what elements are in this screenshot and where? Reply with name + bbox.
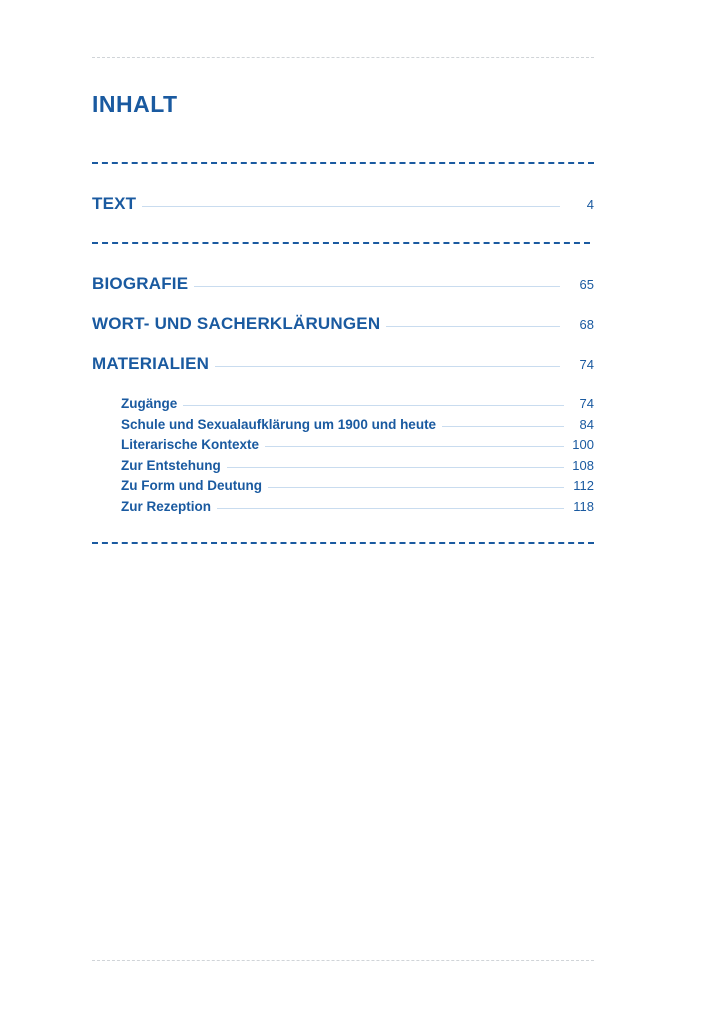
toc-subentry-label: Schule und Sexualaufklärung um 1900 und heute <box>121 417 437 432</box>
toc-entry-materialien[interactable] <box>92 354 594 374</box>
toc-subentry-label: Zur Entstehung <box>121 458 221 473</box>
toc-entry-label: TEXT <box>92 194 137 213</box>
toc-page-number: 68 <box>579 317 594 332</box>
toc-entry-wort-und-sacherklaerungen[interactable] <box>92 314 594 334</box>
dot-leader <box>183 405 564 406</box>
toc-subentry-zugaenge[interactable] <box>121 396 594 411</box>
toc-page-number: 118 <box>573 499 594 514</box>
section-divider <box>92 542 594 544</box>
toc-entry-text[interactable] <box>92 194 594 214</box>
toc-page-number: 100 <box>572 437 594 452</box>
page-title: INHALT <box>92 91 178 117</box>
section-divider <box>92 162 594 164</box>
toc-entry-biografie[interactable] <box>92 274 594 294</box>
toc-subentry-zur-rezeption[interactable] <box>121 499 594 514</box>
bottom-rule <box>92 960 594 961</box>
toc-page-number: 108 <box>572 458 594 473</box>
toc-page-number: 112 <box>573 478 594 493</box>
top-rule <box>92 57 594 58</box>
dot-leader <box>227 467 564 468</box>
toc-entry-label: BIOGRAFIE <box>92 274 189 293</box>
toc-page-number: 65 <box>579 277 594 292</box>
dot-leader <box>142 206 560 207</box>
toc-entry-label: MATERIALIEN <box>92 354 210 373</box>
toc-subentry-literarische-kontexte[interactable] <box>121 437 594 452</box>
toc-page-number: 4 <box>586 197 594 212</box>
section-divider <box>92 242 590 244</box>
dot-leader <box>265 446 564 447</box>
dot-leader <box>386 326 560 327</box>
toc-subentry-zur-entstehung[interactable] <box>121 458 594 473</box>
toc-subentry-label: Zugänge <box>121 396 178 411</box>
toc-subentry-schule[interactable] <box>121 417 594 432</box>
toc-page-number: 84 <box>579 417 594 432</box>
dot-leader <box>194 286 560 287</box>
toc-page-number: 74 <box>579 357 594 372</box>
dot-leader <box>442 426 564 427</box>
dot-leader <box>268 487 564 488</box>
dot-leader <box>215 366 560 367</box>
dot-leader <box>217 508 564 509</box>
toc-subentry-zu-form-und-deutung[interactable] <box>121 478 594 493</box>
toc-subentry-label: Literarische Kontexte <box>121 437 260 452</box>
toc-page-number: 74 <box>579 396 594 411</box>
toc-subentry-label: Zu Form und Deutung <box>121 478 262 493</box>
toc-entry-label: WORT- UND SACHERKLÄRUNGEN <box>92 314 381 333</box>
toc-subentry-label: Zur Rezeption <box>121 499 211 514</box>
